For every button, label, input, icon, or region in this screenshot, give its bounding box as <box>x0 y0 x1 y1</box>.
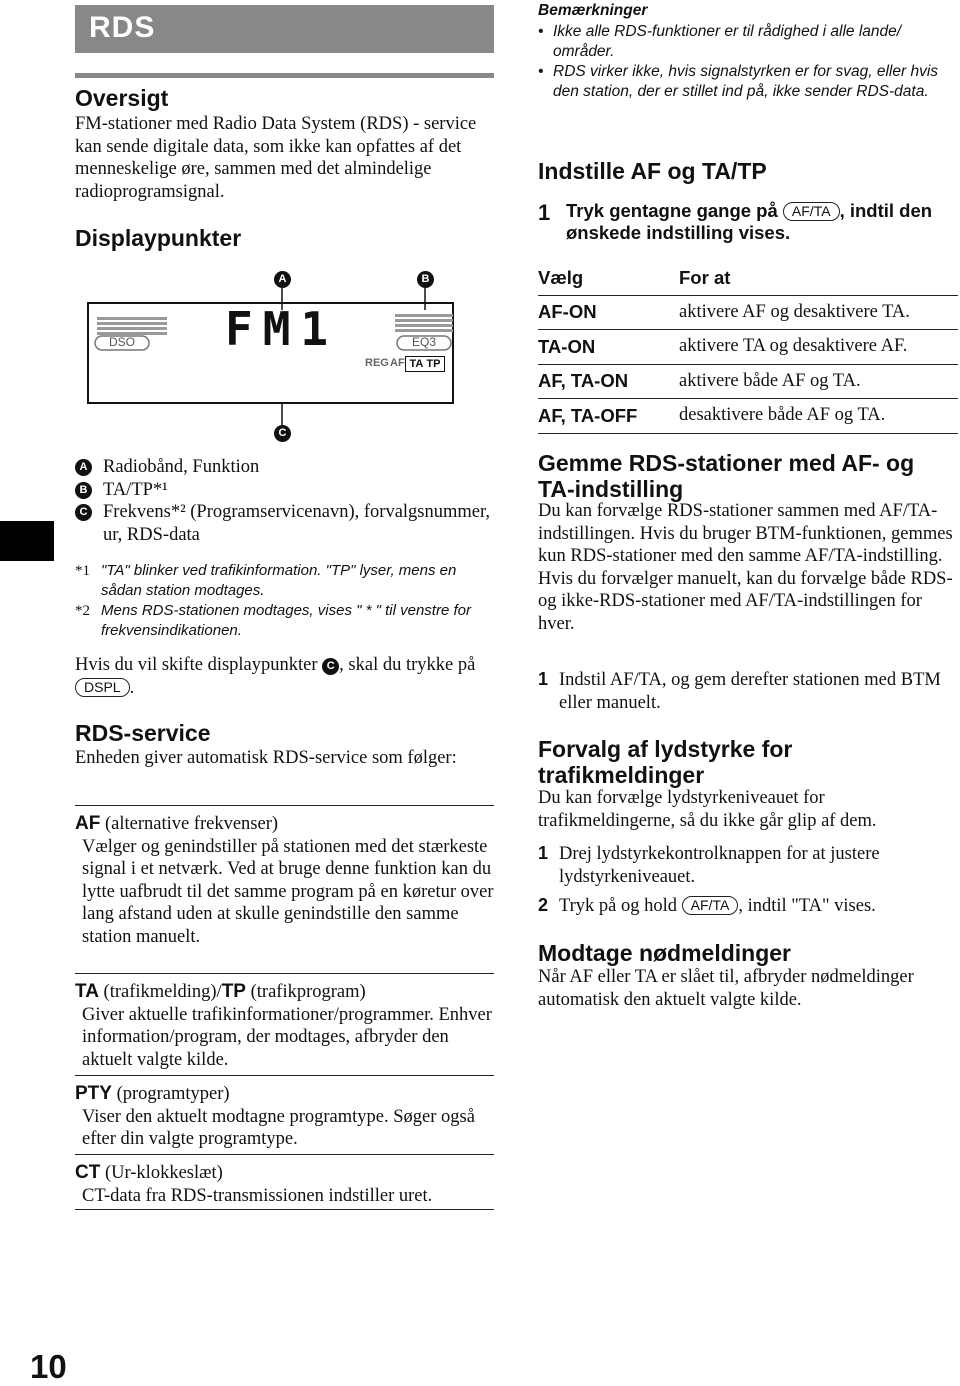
rds-item-pty <box>75 1075 494 1151</box>
rds-item-term <box>75 1162 494 1185</box>
volume-heading: Forvalg af lydstyrke for trafikmeldinger <box>538 736 793 788</box>
section-divider <box>75 73 494 78</box>
legend-marker: A <box>75 459 92 476</box>
step-text: Drej lydstyrkekontrolknappen for at justere lydstyrkeniveauet. <box>559 844 880 887</box>
legend-text: Radiobånd, Funktion <box>103 457 260 477</box>
thumb-index-tab <box>0 521 54 561</box>
step-number: 1 <box>538 669 549 689</box>
lcd-ta-label: TA <box>409 358 424 370</box>
switch-text-before: Hvis du vil skifte displaypunkter <box>75 655 318 675</box>
legend-text: TA/TP*¹ <box>103 479 168 500</box>
table-row <box>538 399 958 434</box>
term-abbrev: CT <box>75 1162 101 1183</box>
emergency-text: Når AF eller TA er slået til, afbryder nødmeldinger automatisk den aktuelt valgte kilde. <box>538 967 914 1010</box>
marker-c: C <box>274 425 291 442</box>
marker-b: B <box>417 271 434 288</box>
term-abbrev: TA <box>75 981 99 1002</box>
rds-item-ct <box>75 1154 494 1207</box>
rds-item-term <box>75 1083 494 1106</box>
step-text-before: Tryk gentagne gange på <box>566 200 778 221</box>
term-rest: (programtyper) <box>111 1084 230 1104</box>
legend-marker: B <box>75 482 92 499</box>
lcd-reg-label: REG <box>365 357 389 369</box>
lcd-dso-label: DSO <box>109 335 136 349</box>
step-text-before: Tryk på og hold <box>559 896 678 916</box>
table-cell-purpose: desaktivere både AF og TA. <box>679 399 958 434</box>
section-title: RDS <box>89 11 156 44</box>
rds-item-desc: Vælger og genindstiller på stationen med det stærkeste signal i et netværk. Ved at bruge denne funktion kan du lytte uafbrudt til det samme program på en køretur over lang afstand uden at skulle genindstille den samme station manuelt. <box>82 836 494 947</box>
footnote <box>75 561 495 641</box>
table-header: Vælg <box>538 261 679 295</box>
display-legend <box>75 456 495 546</box>
term-abbrev: PTY <box>75 1083 112 1104</box>
lcd-tp-label: TP <box>426 358 441 370</box>
footnote-text: Mens RDS-stationen modtages, vises " * " til venstre for frekvensindikationen. <box>101 602 471 639</box>
rds-item-term <box>75 813 494 836</box>
rds-item-af <box>75 805 494 948</box>
switch-marker: C <box>322 658 339 675</box>
af-ta-settings-table <box>538 261 958 434</box>
rds-item-term <box>75 981 494 1004</box>
term-mid: (trafikmelding)/ <box>98 982 222 1002</box>
store-heading: Gemme RDS-stationer med AF- og TA-indstilling <box>538 450 915 502</box>
step-number: 2 <box>538 895 549 915</box>
switch-text-end: . <box>129 677 135 698</box>
notes-title: Bemærkninger <box>538 2 648 19</box>
dspl-key: DSPL <box>75 678 130 697</box>
term-abbrev: AF <box>75 813 101 834</box>
rds-item-desc: CT-data fra RDS-transmissionen indstiller uret. <box>82 1185 433 1206</box>
display-illustration <box>85 262 485 450</box>
rds-service-heading: RDS-service <box>75 720 211 746</box>
set-af-ta-step <box>538 200 958 244</box>
table-row <box>538 330 958 365</box>
legend-item <box>75 479 495 502</box>
step-text-after: , indtil "TA" vises. <box>738 896 876 916</box>
switch-text-mid: , skal du trykke på <box>339 655 476 675</box>
legend-item <box>75 501 495 546</box>
lcd-ta-tp-box <box>405 356 445 372</box>
table-cell-purpose: aktivere TA og desaktivere AF. <box>679 330 958 365</box>
table-cell-option: AF-ON <box>538 295 679 330</box>
rds-list-end-rule <box>75 1209 494 1210</box>
note-text: Ikke alle RDS-funktioner er til rådighed i alle lande/ områder. <box>553 23 902 60</box>
table-cell-purpose: aktivere både AF og TA. <box>679 364 958 399</box>
rds-item-desc: Viser den aktuelt modtagne programtype. Søger også efter din valgte programtype. <box>82 1106 475 1149</box>
volume-step-1 <box>538 843 958 888</box>
legend-text: Frekvens*² (Programservicenavn), forvalgsnummer, ur, RDS-data <box>103 502 491 545</box>
store-step <box>538 669 958 714</box>
term-abbrev-2: TP <box>221 981 246 1002</box>
footnote-mark: *1 <box>75 563 90 579</box>
emergency-heading: Modtage nødmeldinger <box>538 940 791 966</box>
table-cell-option: AF, TA-ON <box>538 364 679 399</box>
note-item: • RDS virker ikke, hvis signalstyrken er for svag, eller hvis den station, der er stillet ind på, ikke sender RDS-data. <box>538 62 958 102</box>
af-ta-key: AF/TA <box>783 202 840 221</box>
lcd-main-text: FM1 <box>225 302 339 356</box>
term-rest: (alternative frekvenser) <box>100 814 279 834</box>
page-number: 10 <box>30 1348 67 1385</box>
af-ta-key: AF/TA <box>682 896 739 915</box>
lcd-af-label: AF <box>390 357 405 369</box>
switch-display-text <box>75 654 495 699</box>
legend-item <box>75 456 495 479</box>
volume-step-2 <box>538 895 958 918</box>
display-heading: Displaypunkter <box>75 225 242 251</box>
table-cell-option: TA-ON <box>538 330 679 365</box>
store-text: Du kan forvælge RDS-stationer sammen med AF/TA-indstillingen. Hvis du bruger BTM-funktionen, gemmes kun RDS-stationer med den samme AF/TA-indstilling. Hvis du forvælger manuelt, kan du forvælge både RDS- og ikke-RDS-stationer med AF/TA-indstillingen for hver. <box>538 501 953 634</box>
rds-service-intro: Enheden giver automatisk RDS-service som følger: <box>75 748 457 768</box>
lcd-eq-label: EQ3 <box>412 335 437 349</box>
legend-marker: C <box>75 504 92 521</box>
set-af-ta-heading: Indstille AF og TA/TP <box>538 158 767 184</box>
table-cell-purpose: aktivere AF og desaktivere TA. <box>679 295 958 330</box>
note-item: • Ikke alle RDS-funktioner er til rådighed i alle lande/ områder. <box>538 22 958 62</box>
table-header-row <box>538 261 958 295</box>
step-text <box>538 200 958 244</box>
rds-item-desc: Giver aktuelle trafikinformationer/programmer. Enhver information/program, der modtages, afbryder den aktuelt valgte kilde. <box>82 1004 492 1070</box>
table-row <box>538 295 958 330</box>
step-text: Indstil AF/TA, og gem derefter stationen med BTM eller manuelt. <box>559 670 941 713</box>
footnote-text: "TA" blinker ved trafikinformation. "TP" lyser, mens en sådan station modtages. <box>101 562 457 599</box>
rds-item-ta-tp <box>75 973 494 1071</box>
step-number: 1 <box>538 200 551 225</box>
table-header: For at <box>679 261 958 295</box>
note-text: RDS virker ikke, hvis signalstyrken er for svag, eller hvis den station, der er stillet ind på, ikke sender RDS-data. <box>553 63 939 100</box>
step-number: 1 <box>538 843 549 863</box>
overview-heading: Oversigt <box>75 85 169 111</box>
footnote-mark: *2 <box>75 603 90 619</box>
section-banner <box>75 5 494 53</box>
table-cell-option: AF, TA-OFF <box>538 399 679 434</box>
step-text-after: , indtil den ønskede indstilling vises. <box>566 200 933 243</box>
term-rest: (trafikprogram) <box>245 982 366 1002</box>
marker-a: A <box>274 271 291 288</box>
volume-text: Du kan forvælge lydstyrkeniveauet for trafikmeldingerne, så du ikke går glip af dem. <box>538 788 877 831</box>
term-rest: (Ur-klokkeslæt) <box>100 1163 223 1183</box>
step-text <box>538 895 958 918</box>
table-row <box>538 364 958 399</box>
overview-text: FM-stationer med Radio Data System (RDS) - service kan sende digitale data, som ikke kan opfattes af det menneskelige øre, sammen med det almindelige radioprogramsignal. <box>75 114 477 202</box>
